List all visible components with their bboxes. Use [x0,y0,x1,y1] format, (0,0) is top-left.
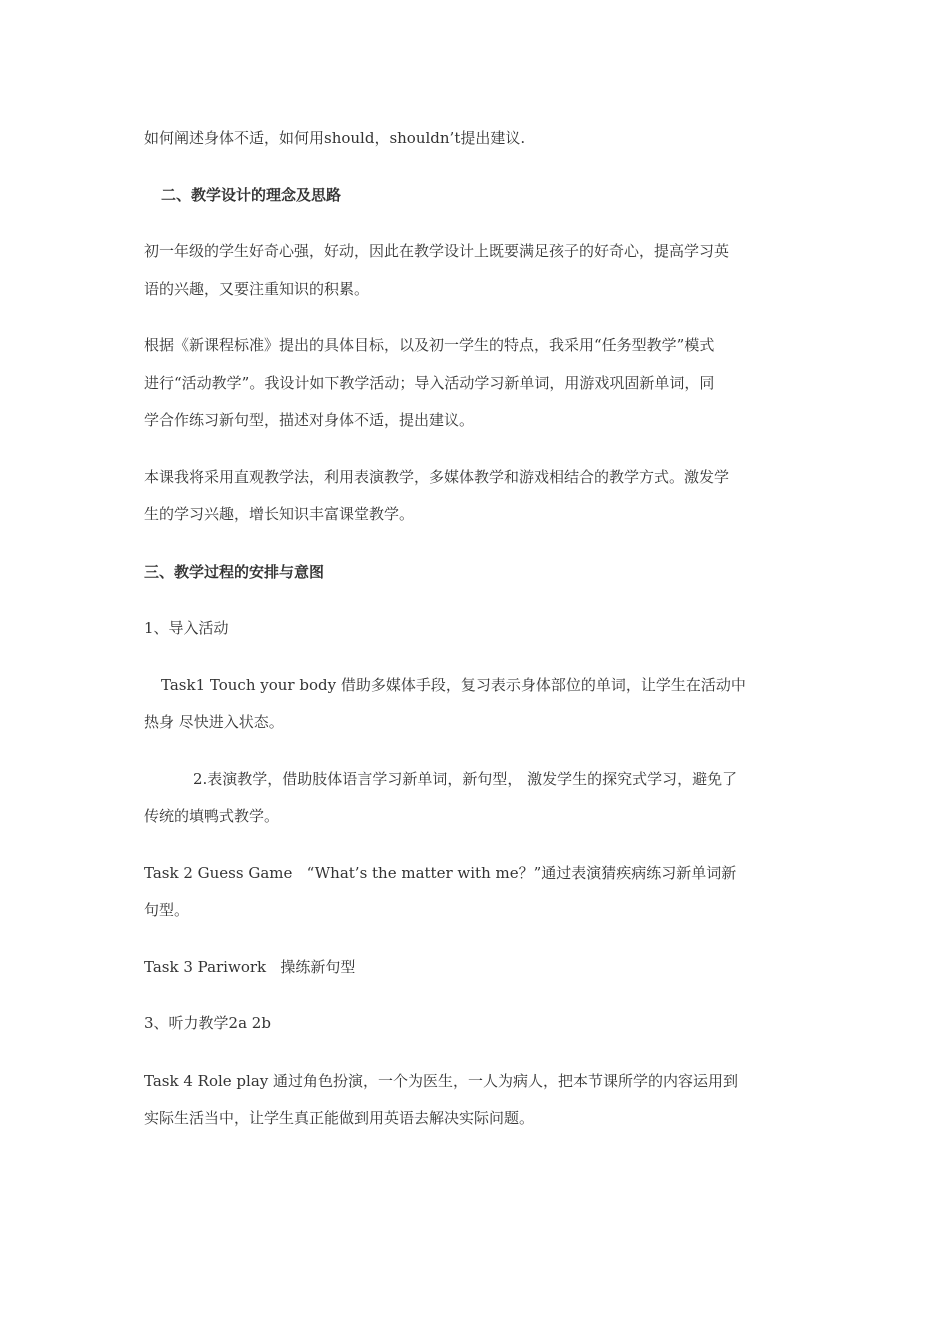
paragraph-line: 句型。 [144,901,190,919]
paragraph-line: 初一年级的学生好奇心强，好动，因此在教学设计上既要满足孩子的好奇心，提高学习英 [144,242,730,260]
paragraph-line: 本课我将采用直观教学法，利用表演教学，多媒体教学和游戏相结合的教学方式。激发学 [144,468,730,486]
paragraph-line: Task 2 Guess Game “What’s the matter with me？”通过表演猜疾病练习新单词新 [144,864,737,882]
paragraph-line: 进行“活动教学”。我设计如下教学活动；导入活动学习新单词，用游戏巩固新单词，同 [144,374,715,392]
paragraph-line: Task 3 Pariwork 操练新句型 [144,958,356,976]
paragraph-line: 语的兴趣，又要注重知识的积累。 [144,280,370,298]
paragraph-line: 生的学习兴趣，增长知识丰富课堂教学。 [144,505,415,523]
paragraph-line: Task 4 Role play 通过角色扮演，一个为医生，一人为病人，把本节课所学的内容运用到 [144,1072,739,1090]
section-heading: 三、教学过程的安排与意图 [144,563,325,581]
paragraph-line: 根据《新课程标准》提出的具体目标，以及初一学生的特点，我采用“任务型教学”模式 [144,336,715,354]
subsection-heading: 3、听力教学2a 2b [144,1014,271,1032]
paragraph-line: 2.表演教学，借助肢体语言学习新单词，新句型， 激发学生的探究式学习，避免了 [193,770,738,788]
paragraph-line: Task1 Touch your body 借助多媒体手段，复习表示身体部位的单词，让学生在活动中 [161,676,746,694]
paragraph-line: 热身 尽快进入状态。 [144,713,284,731]
subsection-heading: 1、导入活动 [144,619,229,637]
paragraph-line: 传统的填鸭式教学。 [144,807,280,825]
paragraph-line: 如何阐述身体不适，如何用should，shouldn’t提出建议. [144,129,526,147]
section-heading: 二、教学设计的理念及思路 [161,186,342,204]
paragraph-line: 学合作练习新句型，描述对身体不适，提出建议。 [144,411,475,429]
paragraph-line: 实际生活当中，让学生真正能做到用英语去解决实际问题。 [144,1109,535,1127]
